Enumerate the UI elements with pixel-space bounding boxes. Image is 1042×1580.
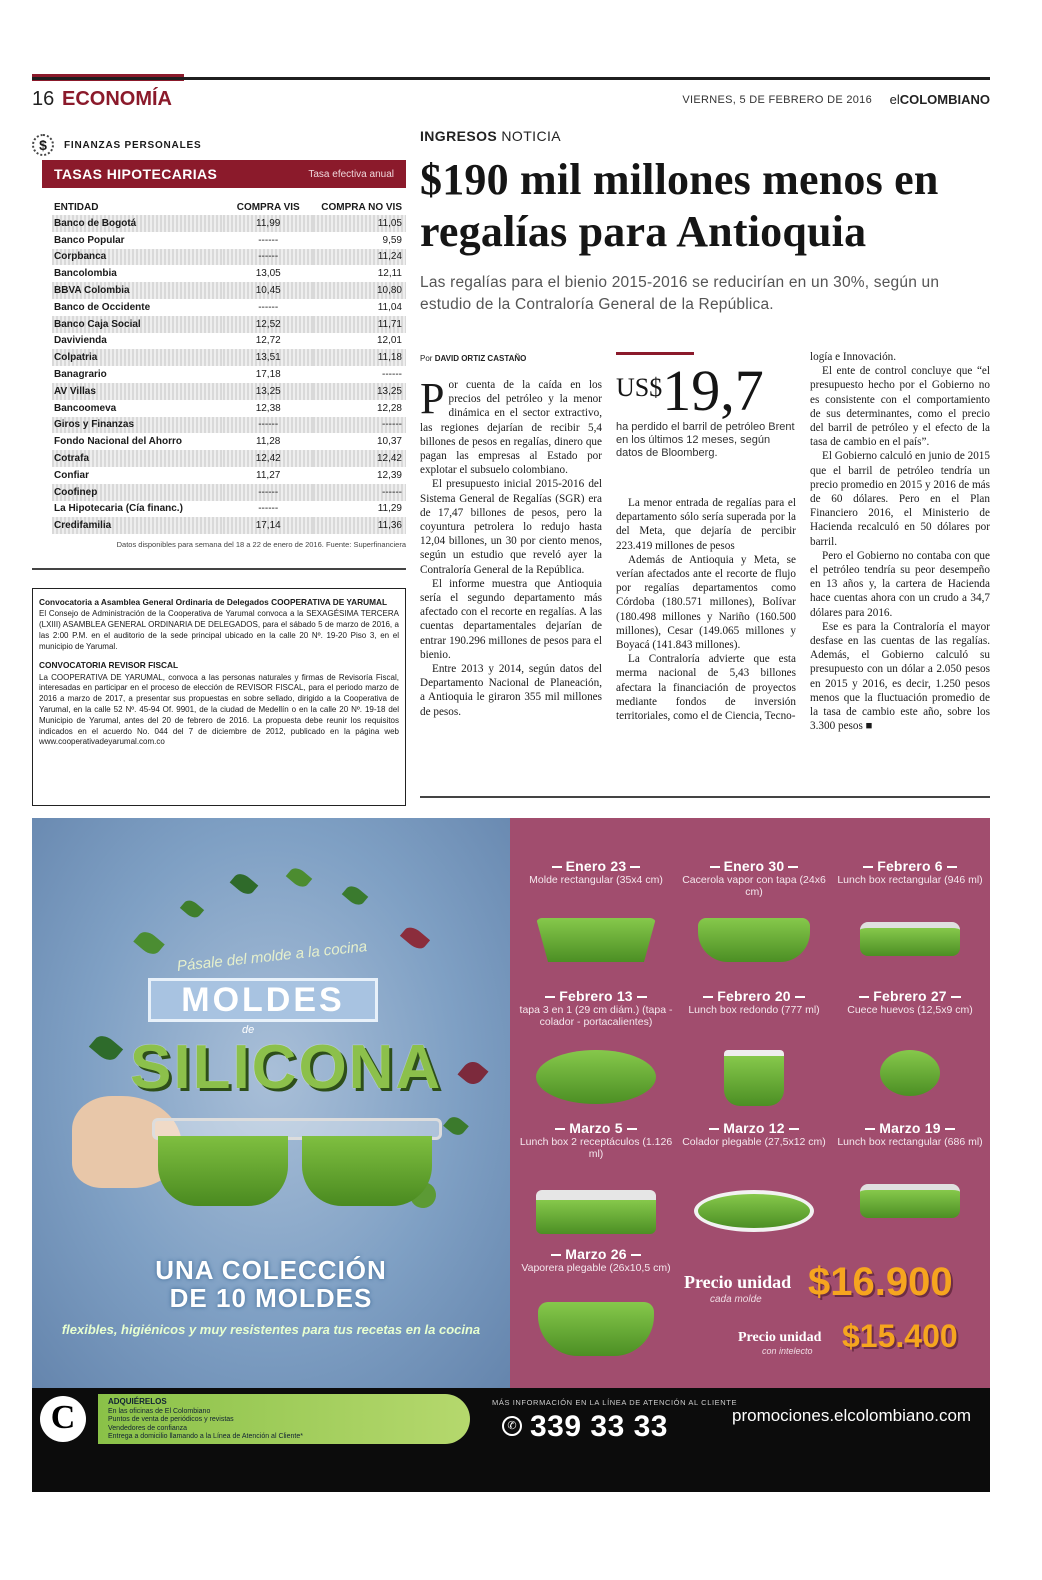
product-description: Lunch box 2 receptáculos (1.126 ml) bbox=[519, 1136, 673, 1160]
phone-icon: ✆ bbox=[502, 1416, 522, 1436]
issue-date: VIERNES, 5 DE FEBRERO DE 2016 bbox=[682, 94, 872, 106]
vis-rate-cell: 13,25 bbox=[223, 383, 314, 400]
article-paragraph: Además de Antioquia y Meta, se verían afectados ante el recorte de flujo por regalías departamentos como Córdoba (180.571 millones), Bolívar (180.498 millones y Nariño (160.500 millones), Cesar (149.065 millones y Boyacá (141.843 millones). bbox=[616, 553, 796, 652]
product-description: Cacerola vapor con tapa (24x6 cm) bbox=[682, 874, 826, 898]
price-label-2: Precio unidad bbox=[738, 1330, 822, 1345]
brand-prefix: el bbox=[889, 92, 900, 107]
entity-cell: Coofinep bbox=[52, 484, 223, 501]
header-rule bbox=[32, 77, 990, 80]
stat-callout bbox=[616, 352, 796, 460]
no-vis-rate-cell: 12,11 bbox=[377, 268, 402, 280]
product-image bbox=[860, 922, 960, 956]
entity-cell: Bancolombia bbox=[54, 268, 117, 280]
article-column-2 bbox=[616, 496, 796, 723]
leaf-decoration bbox=[443, 1113, 469, 1138]
product-date: Marzo 26 bbox=[518, 1246, 674, 1262]
entity-cell: Bancoomeva bbox=[54, 402, 117, 414]
product-card bbox=[832, 988, 988, 1108]
vis-rate-cell: ------ bbox=[223, 484, 314, 501]
column-header-no-vis: COMPRA NO VIS bbox=[321, 202, 402, 213]
rates-row bbox=[52, 333, 406, 350]
article-head bbox=[420, 128, 990, 316]
lunchbox-bowl bbox=[302, 1136, 432, 1206]
rates-row bbox=[52, 501, 406, 518]
stat-rule bbox=[616, 352, 694, 355]
no-vis-rate-cell: 11,29 bbox=[377, 503, 402, 515]
rates-row bbox=[52, 232, 406, 249]
rates-row bbox=[52, 249, 406, 266]
rates-subtitle: Tasa efectiva anual bbox=[308, 168, 394, 180]
product-date: Febrero 20 bbox=[676, 988, 832, 1004]
byline-author: DAVID ORTIZ CASTAÑO bbox=[434, 354, 527, 363]
price-sub-1: cada molde bbox=[710, 1294, 762, 1305]
page-header bbox=[32, 88, 990, 112]
rates-row bbox=[52, 265, 406, 282]
leaf-decoration bbox=[230, 870, 259, 898]
rates-row bbox=[52, 383, 406, 400]
article-byline bbox=[420, 354, 526, 363]
rates-row bbox=[52, 433, 406, 450]
rates-row bbox=[52, 299, 406, 316]
article-paragraph: El Gobierno calculó en junio de 2015 que el barril de petróleo tendría un precio promedio en 2015 y 2016 de más de 60 dólares. Pero en el Plan Financiero 2016, el Ministerio de Hacienda recalculó en 50 dólares por barril. bbox=[810, 450, 990, 548]
purchase-info-panel bbox=[98, 1394, 470, 1444]
product-card bbox=[676, 858, 832, 978]
vis-rate-cell: 17,14 bbox=[223, 517, 314, 534]
column-header-vis: COMPRA VIS bbox=[236, 202, 300, 213]
vis-rate-cell: 12,42 bbox=[223, 450, 314, 467]
product-date: Enero 30 bbox=[676, 858, 832, 874]
rates-row bbox=[52, 467, 406, 484]
collection-line-1: UNA COLECCIÓN bbox=[155, 1255, 387, 1285]
no-vis-rate-cell: 12,01 bbox=[376, 335, 402, 347]
cooperative-notice bbox=[32, 588, 406, 806]
product-description: Lunch box rectangular (686 ml) bbox=[837, 1136, 983, 1148]
acquire-item: Vendedores de confianza bbox=[108, 1424, 188, 1432]
article-paragraph bbox=[810, 620, 990, 734]
column-divider bbox=[32, 568, 406, 570]
product-description: Molde rectangular (35x4 cm) bbox=[529, 874, 663, 886]
vis-rate-cell: ------ bbox=[258, 234, 279, 246]
no-vis-rate-cell: 11,04 bbox=[377, 301, 402, 313]
notice-title-assembly: Convocatoria a Asamblea General Ordinaria de Delegados COOPERATIVA DE YARUMAL bbox=[39, 597, 388, 607]
product-description: tapa 3 en 1 (29 cm diám.) (tapa - colador - portacalientes) bbox=[519, 1004, 673, 1028]
article-paragraph: logía e Innovación. bbox=[810, 351, 897, 363]
lunchbox-illustration bbox=[152, 1118, 442, 1208]
product-image bbox=[880, 1050, 940, 1096]
page-number: 16 bbox=[32, 88, 55, 110]
no-vis-rate-cell: 10,37 bbox=[376, 436, 402, 448]
column-header-entity: ENTIDAD bbox=[54, 202, 99, 213]
product-image bbox=[536, 918, 656, 962]
product-date: Marzo 5 bbox=[518, 1120, 674, 1136]
product-date: Marzo 12 bbox=[676, 1120, 832, 1136]
rates-row bbox=[52, 349, 406, 366]
no-vis-rate-cell: 12,28 bbox=[376, 402, 402, 414]
product-image bbox=[536, 1050, 656, 1104]
leaf-decoration bbox=[400, 924, 430, 953]
byline-prefix: Por bbox=[420, 354, 433, 363]
vis-rate-cell: 12,72 bbox=[255, 335, 281, 347]
article-column-3 bbox=[810, 350, 990, 733]
vis-rate-cell: 11,28 bbox=[256, 436, 281, 448]
article-paragraph: La menor entrada de regalías para el departamento sólo sería superada por la del Meta, que dejaría de percibir 223.419 millones de pesos bbox=[616, 497, 796, 552]
rates-source-note: Datos disponibles para semana del 18 a 22 de enero de 2016. Fuente: Superfinanciera bbox=[116, 540, 406, 550]
no-vis-rate-cell: 11,05 bbox=[313, 215, 406, 232]
article-bottom-rule bbox=[420, 796, 990, 798]
article-paragraph: La Contraloría advierte que esta merma nacional de 5,43 billones afectara la financiación de proyectos mediante fondos de inversión territoriales, como el de Ciencia, Tecno- bbox=[616, 653, 796, 723]
product-image bbox=[698, 918, 810, 962]
ad-silicona-title: SILICONA bbox=[130, 1033, 443, 1102]
rates-table-header bbox=[52, 202, 406, 215]
acquire-item: Puntos de venta de periódicos y revistas bbox=[108, 1416, 234, 1423]
vis-rate-cell: 11,99 bbox=[223, 215, 314, 232]
ad-collection-text bbox=[32, 1256, 510, 1312]
no-vis-rate-cell: 9,59 bbox=[382, 234, 402, 246]
rates-row bbox=[52, 316, 406, 333]
entity-cell: Credifamilia bbox=[52, 517, 223, 534]
product-card bbox=[676, 1120, 832, 1240]
entity-cell: Banco de Occidente bbox=[54, 301, 151, 313]
leaf-decoration bbox=[89, 1031, 123, 1064]
acquire-item: Entrega a domicilio llamando a la Línea de Atención al Cliente* bbox=[108, 1433, 303, 1440]
product-image bbox=[694, 1190, 814, 1232]
article-paragraph: El presupuesto inicial 2015-2016 del Sistema General de Regalías (SGR) era de 17,47 billones de pesos, pero la coyuntura petrolera lo redujo hasta 12,04 billones, un 30 por ciento menos, según un estudio que reveló ayer la Contraloría General de la República. bbox=[420, 478, 602, 576]
product-date: Febrero 27 bbox=[832, 988, 988, 1004]
ad-moldes-banner: MOLDES bbox=[148, 978, 378, 1022]
entity-cell: Banco Caja Social bbox=[52, 316, 223, 333]
article-column-1 bbox=[420, 374, 602, 719]
kicker-category: INGRESOS bbox=[420, 128, 498, 144]
rates-title: TASAS HIPOTECARIAS bbox=[54, 166, 218, 182]
product-card bbox=[832, 1120, 988, 1240]
article-headline: $190 mil millones menos en regalías para Antioquia bbox=[420, 155, 939, 256]
product-card bbox=[518, 1120, 674, 1240]
price-value-1: $16.900 bbox=[808, 1260, 953, 1304]
stat-value: 19,7 bbox=[662, 358, 764, 423]
stat-figure bbox=[616, 358, 796, 423]
rates-row bbox=[52, 417, 406, 434]
acquire-item: En las oficinas de El Colombiano bbox=[108, 1407, 211, 1415]
vis-rate-cell: 17,18 bbox=[255, 369, 281, 381]
product-card bbox=[518, 988, 674, 1108]
dollar-icon: $ bbox=[32, 134, 54, 156]
vis-rate-cell: 10,45 bbox=[223, 282, 314, 299]
rates-title-bar bbox=[42, 160, 406, 188]
leaf-decoration bbox=[342, 883, 368, 909]
entity-cell: Corpbanca bbox=[52, 249, 223, 266]
product-image bbox=[536, 1190, 656, 1234]
product-description: Vaporera plegable (26x10,5 cm) bbox=[521, 1262, 671, 1274]
leaf-decoration bbox=[458, 1058, 489, 1089]
no-vis-rate-cell: 11,18 bbox=[313, 349, 406, 366]
entity-cell: Colpatria bbox=[52, 349, 223, 366]
entity-cell: Banco Popular bbox=[54, 234, 125, 246]
product-image bbox=[538, 1302, 654, 1356]
article-paragraph: El informe muestra que Antioquia sería el segundo departamento más afectado con el recorte en regalías. A las cuentas departamentales dejarían de entrar 190.296 millones de pesos para el bienio. bbox=[420, 577, 602, 661]
brand-name: COLOMBIANO bbox=[899, 92, 990, 107]
product-card bbox=[518, 1246, 674, 1366]
entity-cell: Giros y Finanzas bbox=[52, 417, 223, 434]
vis-rate-cell: 13,51 bbox=[223, 349, 314, 366]
no-vis-rate-cell: 10,80 bbox=[313, 282, 406, 299]
no-vis-rate-cell: 11,71 bbox=[313, 316, 406, 333]
promotions-website: promociones.elcolombiano.com bbox=[732, 1406, 972, 1425]
article-paragraph: Pero el Gobierno no contaba con que el petróleo tendría su peor desempeño en 13 años y, la cartera de Hacienda hace cuentas ahora con un crudo a 34,7 dólares para 2016. bbox=[810, 549, 990, 619]
vis-rate-cell: ------ bbox=[258, 503, 279, 515]
product-description: Cuece huevos (12,5x9 cm) bbox=[847, 1004, 973, 1016]
kicker-type: NOTICIA bbox=[501, 128, 561, 144]
ad-kicker: Pásale del molde a la cocina bbox=[176, 938, 368, 975]
product-date: Febrero 13 bbox=[518, 988, 674, 1004]
entity-cell: AV Villas bbox=[52, 383, 223, 400]
product-card bbox=[518, 858, 674, 978]
rates-row bbox=[52, 366, 406, 383]
collection-line-2: DE 10 MOLDES bbox=[169, 1283, 373, 1313]
rates-row bbox=[52, 450, 406, 467]
product-date: Febrero 6 bbox=[832, 858, 988, 874]
entity-cell: Banagrario bbox=[54, 369, 107, 381]
product-description: Lunch box rectangular (946 ml) bbox=[837, 874, 983, 886]
rates-table bbox=[52, 202, 406, 534]
mortgage-rates-box bbox=[32, 132, 406, 549]
customer-line-label: MÁS INFORMACIÓN EN LA LÍNEA DE ATENCIÓN AL CLIENTE bbox=[492, 1398, 738, 1407]
article-paragraph bbox=[420, 374, 602, 477]
colombiano-logo: C bbox=[40, 1396, 86, 1442]
entity-cell: Cotrafa bbox=[52, 450, 223, 467]
ad-contact-bar bbox=[32, 1388, 990, 1492]
acquire-title: ADQUIÉRELOS bbox=[108, 1397, 167, 1406]
lunchbox-bowl bbox=[158, 1136, 288, 1206]
vis-rate-cell: ------ bbox=[258, 301, 279, 313]
section-title: ECONOMÍA bbox=[62, 88, 172, 110]
vis-rate-cell: 13,05 bbox=[255, 268, 281, 280]
product-card bbox=[676, 988, 832, 1108]
no-vis-rate-cell: 11,36 bbox=[313, 517, 406, 534]
product-description: Colador plegable (27,5x12 cm) bbox=[682, 1136, 826, 1148]
ad-left-panel bbox=[32, 818, 510, 1388]
article-subhead: Las regalías para el bienio 2015-2016 se reducirían en un 30%, según un estudio de la Contraloría General de la República. bbox=[420, 274, 940, 313]
no-vis-rate-cell: ------ bbox=[313, 484, 406, 501]
price-label-1: Precio unidad bbox=[684, 1272, 792, 1292]
vis-rate-cell: 12,38 bbox=[255, 402, 281, 414]
no-vis-rate-cell: 12,42 bbox=[313, 450, 406, 467]
entity-cell: BBVA Colombia bbox=[52, 282, 223, 299]
rates-row bbox=[52, 400, 406, 417]
finance-section-head bbox=[32, 132, 406, 158]
product-card bbox=[832, 858, 988, 978]
entity-cell: La Hipotecaria (Cía financ.) bbox=[54, 503, 183, 515]
price-value-2: $15.400 bbox=[842, 1318, 958, 1354]
product-image bbox=[860, 1184, 960, 1218]
vis-rate-cell: ------ bbox=[223, 417, 314, 434]
article-paragraph: El ente de control concluye que “el presupuesto hecho por el Gobierno no es consistente con el comportamiento de sus determinantes, como el precio del barril de petróleo y el efecto de la tasa de cambio en el país”. bbox=[810, 365, 990, 449]
newspaper-brand bbox=[890, 92, 990, 107]
entity-cell: Banco de Bogotá bbox=[52, 215, 223, 232]
notice-title-auditor: CONVOCATORIA REVISOR FISCAL bbox=[39, 660, 179, 671]
leaf-decoration bbox=[286, 865, 312, 891]
product-date: Marzo 19 bbox=[832, 1120, 988, 1136]
lead-text: or cuenta de la caída en los precios del petróleo y la menor dinámica en el sector extractivo, las regiones dejarían de recibir 5,4 billones de pesos en regalías, dinero que pagan las empresas al Estado por explotar el subsuelo colombiano. bbox=[420, 379, 602, 477]
vis-rate-cell: ------ bbox=[223, 249, 314, 266]
product-image bbox=[724, 1050, 784, 1106]
notice-body-auditor: La COOPERATIVA DE YARUMAL, convoca a las personas naturales y firmas de Revisoría Fiscal, interesadas en participar en el proceso de elección de REVISOR FISCAL, para el periodo marzo de 2016 a marzo de 2017, a presentar sus propuestas en sobre sellado, dirigido a la Cooperativa de Yarumal, en la calle 52 Nº. 45-94 Of. 9901, de la ciudad de Medellín o en la calle 20 Nº. 19-18 del Municipio de Yarumal, antes del 20 de febrero de 2016. La propuesta debe reunir los requisitos indicados en el acuerdo No. 044 del 7 de diciembre de 2012, publicado en la página web www.cooperativadeyarumal.com.co bbox=[39, 672, 399, 747]
no-vis-rate-cell: 12,39 bbox=[376, 469, 402, 481]
entity-cell: Davivienda bbox=[54, 335, 107, 347]
no-vis-rate-cell: 13,25 bbox=[313, 383, 406, 400]
price-sub-2: con intelecto bbox=[762, 1346, 813, 1356]
rates-row bbox=[52, 517, 406, 534]
vis-rate-cell: 12,52 bbox=[223, 316, 314, 333]
customer-phone: 339 33 33 bbox=[530, 1410, 668, 1443]
article-paragraph: Entre 2013 y 2014, según datos del Departamento Nacional de Planeación, a Antioquia le giraron 355 mil millones de pesos. bbox=[420, 663, 602, 718]
rates-row bbox=[52, 282, 406, 299]
rates-row bbox=[52, 484, 406, 501]
entity-cell: Confiar bbox=[54, 469, 89, 481]
end-mark: ■ bbox=[862, 720, 873, 733]
no-vis-rate-cell: ------ bbox=[313, 417, 406, 434]
entity-cell: Fondo Nacional del Ahorro bbox=[54, 436, 182, 448]
no-vis-rate-cell: 11,24 bbox=[313, 249, 406, 266]
leaf-decoration bbox=[133, 928, 164, 959]
stat-caption: ha perdido el barril de petróleo Brent en los últimos 12 meses, según datos de Bloomberg. bbox=[616, 421, 795, 459]
product-description: Lunch box redondo (777 ml) bbox=[688, 1004, 820, 1016]
ad-tagline: flexibles, higiénicos y muy resistentes para tus recetas en la cocina bbox=[61, 1322, 481, 1337]
notice-body-assembly: El Consejo de Administración de la Cooperativa de Yarumal convoca a la SEXAGÉSIMA TERCERA (LXIII) ASAMBLEA GENERAL ORDINARIA DE DELEGADOS, para el sábado 5 de marzo de 2016, a las 2:00 P.M. en el auditorio de la sede principal ubicado en la calle 20 Nº. 19-20 Piso 3, en el municipio de Yarumal. bbox=[39, 609, 399, 651]
no-vis-rate-cell: ------ bbox=[382, 369, 402, 381]
vis-rate-cell: 11,27 bbox=[256, 469, 281, 481]
drop-cap: P bbox=[420, 374, 445, 423]
leaf-decoration bbox=[180, 897, 204, 921]
closing-text: Ese es para la Contraloría el mayor desfase en las cuentas de las regalías. Además, el Gobierno calculó su presupuesto con un dólar a 2.050 pesos en 2015 y 2016, es decir, 1.250 pesos menos que la fluctuación promedio de la tasa de cambio este año, sobre los 3.300 pesos bbox=[810, 620, 990, 733]
ad-de-word: de bbox=[242, 1024, 255, 1036]
rates-row bbox=[52, 215, 406, 232]
stat-currency: US$ bbox=[616, 373, 663, 402]
article-kicker bbox=[420, 128, 990, 144]
product-date: Enero 23 bbox=[518, 858, 674, 874]
silicone-molds-ad bbox=[32, 818, 990, 1388]
finance-section-label: FINANZAS PERSONALES bbox=[64, 139, 202, 151]
